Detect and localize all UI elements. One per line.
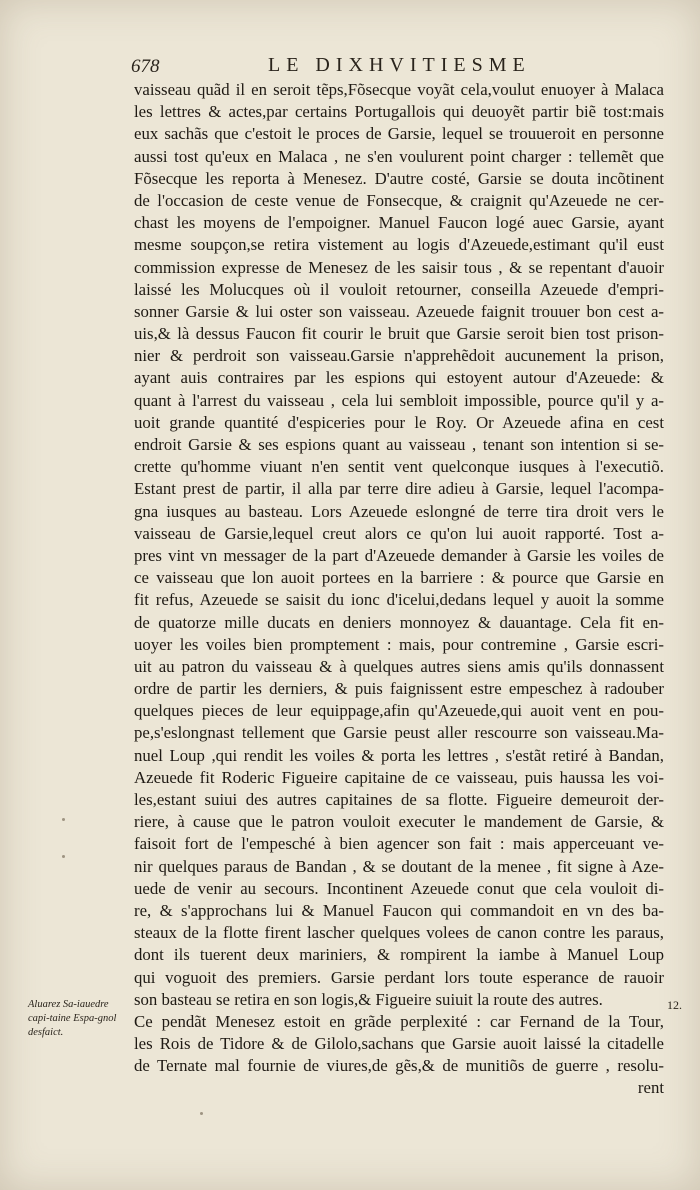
ink-mark [62,855,65,858]
text-line: nuel Loup ,qui rendit les voiles & porta les lettres , s'estãt retiré à Bandan, [134,745,664,765]
text-line: les lettres & actes,par certains Portugallois qui deuoyẽt partir biẽ tost:mais [134,102,664,122]
text-line: dont ils tuerent deux mariniers, & rompirent la iambe à Manuel Loup [134,945,664,965]
text-line: steaux de la flotte firent lascher quelques volees de canon contre les paraus, [134,923,664,943]
text-line: son basteau se retira en son logis,& Figueire suiuit la route des autres. [134,989,603,1009]
text-line: de l'occasion de ceste venue de Fonsecque, & craignit qu'Azeuede ne cer- [134,190,664,210]
text-line: quant à l'arrest du vaisseau , cela lui sembloit impossible, pource qu'il y a- [134,390,664,410]
text-line: nier & perdroit son vaisseau.Garsie n'apprehẽdoit aucunement la prison, [134,346,664,366]
catchword: rent [637,1078,664,1098]
ink-mark [200,1112,203,1115]
text-line: fit refus, Azeuede se saisit du ionc d'icelui,dedans lequel y auoit la somme [134,590,664,610]
text-line: quelques pieces de leur equippage,afin qu'Azeuede,qui auoit vent en pou- [134,701,664,721]
text-line: ayant auis contraires par les espions qui estoyent autour d'Azeuede: & [134,368,664,388]
text-line: uoit grande quantité d'espiceries pour le Roy. Or Azeuede afina en cest [134,412,664,432]
page-number: 678 [131,56,160,77]
text-line: Ce pendãt Menesez estoit en grãde perplexité : car Fernand de la Tour, [134,1011,664,1031]
text-line: laissé les Molucques où il vouloit retourner, conseilla Azeuede d'empri- [134,279,664,299]
text-line: chast les moyens de l'empoigner. Manuel Faucon logé auec Garsie, ayant [134,213,664,233]
text-line: aussi tost qu'eux en Malaca , ne s'en voulurent point charger : tellemẽt que [134,146,664,166]
body-text [134,79,664,1100]
text-line: nir quelques paraus de Bandan , & se doutant de la menee , fit signe à Aze- [134,856,664,876]
text-line: qui voguoit des premiers. Garsie perdant lors toute esperance de rauoir [134,967,664,987]
text-line: faisoit fort de l'empesché à bien agencer son fait : mais apperceuant ve- [134,834,664,854]
text-line: Estant prest de partir, il alla par terre dire adieu à Garsie, lequel l'acompa- [134,479,664,499]
section-number: 12. [667,998,682,1012]
text-line: eux sachãs que c'estoit le proces de Garsie, lequel se trouueroit en personne [134,124,664,144]
text-line: les Rois de Tidore & de Gilolo,sachans que Garsie auoit laissé la citadelle [134,1034,664,1054]
text-line: crette qu'homme viuant n'en sentit vent quelconque iusques à l'executiõ. [134,457,664,477]
text-line: uis,& là dessus Faucon fit courir le bruit que Garsie seroit bien tost prison- [134,324,664,344]
text-line: mesme soupçon,se retira vistement au logis d'Azeuede,estimant qu'il eust [134,235,664,255]
text-line: vaisseau quãd il en seroit tẽps,Fõsecque voyãt cela,voulut enuoyer à Malaca [134,80,664,99]
text-line: pres vint vn messager de la part d'Azeuede demander à Garsie les voiles de [134,545,664,565]
text-line: uoyer les voiles bien promptement : mais, pour contremine , Garsie escri- [134,634,664,654]
text-line: riere, à cause que le patron vouloit executer le mandement de Garsie, & [134,812,664,832]
text-line: gna iusques au basteau. Lors Azeuede eslongné de terre tira droit vers le [134,501,664,521]
text-line: vaisseau de Garsie,lequel creut alors ce qu'on lui auoit rapporté. Tost a- [134,523,664,543]
text-line: ordre de partir les derniers, & puis faignissent estre empeschez à radouber [134,679,664,699]
text-line: Fõsecque les reporta à Menesez. D'autre costé, Garsie se douta incõtinent [134,168,664,188]
text-line: ce vaisseau que lon auoit portees en la barriere : & pource que Garsie en [134,568,664,588]
running-head: LE DIXHVITIESME [268,54,531,76]
ink-mark [62,818,65,821]
text-line: sonner Garsie & lui oster son vaisseau. Azeuede faignit trouuer bon cest a- [134,301,664,321]
text-line: Azeuede fit Roderic Figueire capitaine de ce vaisseau, puis haussa les voi- [134,767,664,787]
text-line: re, & s'approchans lui & Manuel Faucon qui commandoit en vn des ba- [134,900,664,920]
text-line: endroit Garsie & ses espions quant au vaisseau , tenant son intention si se- [134,435,664,454]
text-line: pe,s'eslongnast tellement que Garsie peust aller rescourre son vaisseau.Ma- [134,723,664,743]
text-line: les,estant suiui des autres capitaines de sa flotte. Figueire demeuroit der- [134,790,664,809]
text-line: uede de venir au secours. Incontinent Azeuede conut que cela vouloit di- [134,878,664,898]
text-line: de quatorze mille ducats en deniers monnoyez & dauantage. Cela fit en- [134,612,664,632]
text-line: uit au patron du vaisseau & à quelques autres siens amis qu'ils donnassent [134,656,664,676]
text-line: commission expresse de Menesez de les saisir tous , & se repentant d'auoir [134,257,664,277]
marginal-note: Aluarez Sa-iauedre capi-taine Espa-gnol desfaict. [28,999,117,1038]
text-line: de Ternate mal fournie de viures,de gẽs,& de munitiõs de guerre , resolu- [134,1056,664,1076]
